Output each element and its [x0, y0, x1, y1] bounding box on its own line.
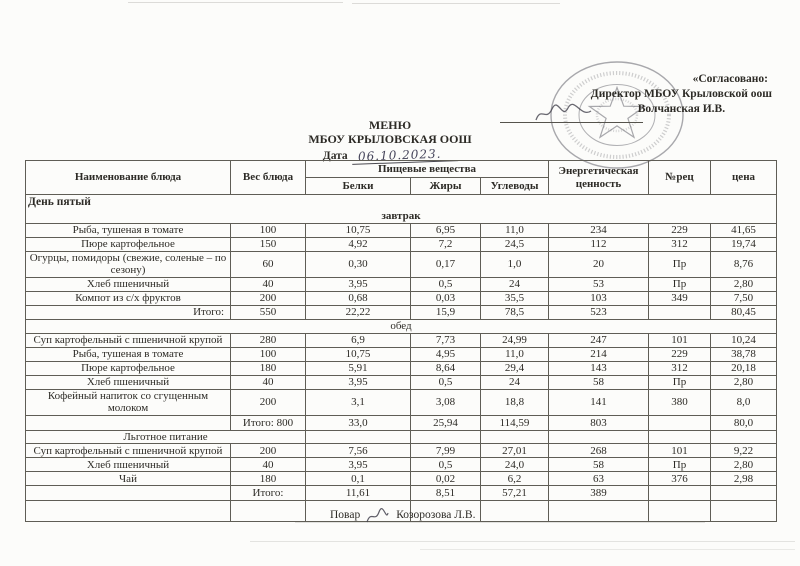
- table-cell: 58: [549, 375, 649, 389]
- table-cell: 60: [231, 251, 306, 277]
- table-cell: 20: [549, 251, 649, 277]
- table-cell: 3,95: [306, 375, 411, 389]
- director-signature-icon: [533, 102, 595, 126]
- table-cell: 3,95: [306, 277, 411, 291]
- table-cell: 7,73: [411, 333, 481, 347]
- document-title-block: [240, 118, 540, 163]
- table-cell: 80,45: [711, 305, 777, 319]
- table-cell: Пр: [649, 251, 711, 277]
- table-row: [26, 333, 777, 347]
- table-cell: 234: [549, 223, 649, 237]
- approval-director-line: Директор МБОУ Крыловской оош: [590, 88, 772, 100]
- table-cell: 0,5: [411, 458, 481, 472]
- col-header-recipe: №рец: [649, 161, 711, 195]
- cook-signature-icon: [364, 508, 390, 526]
- table-cell: 57,21: [481, 486, 549, 501]
- table-cell: 58: [549, 458, 649, 472]
- table-cell: 40: [231, 375, 306, 389]
- table-cell: [649, 305, 711, 319]
- table-cell: 24,5: [481, 237, 549, 251]
- table-cell: 523: [549, 305, 649, 319]
- table-cell: 53: [549, 277, 649, 291]
- col-header-protein: Белки: [306, 178, 411, 195]
- table-cell: 2,80: [711, 375, 777, 389]
- table-cell: [711, 430, 777, 444]
- scan-artifact-line: [420, 549, 795, 550]
- table-row: [26, 305, 777, 319]
- table-cell: 9,22: [711, 444, 777, 458]
- table-cell: 7,99: [411, 444, 481, 458]
- table-cell: Огурцы, помидоры (свежие, соленые – по сезону): [26, 251, 231, 277]
- table-cell: 6,9: [306, 333, 411, 347]
- table-cell: 10,75: [306, 347, 411, 361]
- table-row: [26, 210, 777, 223]
- table-cell: 15,9: [411, 305, 481, 319]
- table-cell: [649, 501, 711, 522]
- table-cell: 4,92: [306, 237, 411, 251]
- table-row: [26, 415, 777, 430]
- table-cell: 7,50: [711, 291, 777, 305]
- table-cell: 6,2: [481, 472, 549, 486]
- table-row: [26, 361, 777, 375]
- table-cell: 1,0: [481, 251, 549, 277]
- table-cell: 380: [649, 389, 711, 415]
- table-cell: 2,98: [711, 472, 777, 486]
- table-row: [26, 389, 777, 415]
- section-label: завтрак: [26, 210, 777, 223]
- table-cell: Рыба, тушеная в томате: [26, 347, 231, 361]
- table-cell: 24,0: [481, 458, 549, 472]
- date-label: Дата: [322, 150, 348, 162]
- table-cell: [411, 430, 481, 444]
- section-label: обед: [26, 319, 777, 333]
- table-cell: 5,91: [306, 361, 411, 375]
- table-cell: 0,30: [306, 251, 411, 277]
- table-cell: 0,68: [306, 291, 411, 305]
- approval-agreed: «Согласовано:: [692, 73, 768, 85]
- table-cell: 803: [549, 415, 649, 430]
- scan-artifact-line: [352, 3, 560, 4]
- table-cell: [26, 415, 231, 430]
- table-row: [26, 458, 777, 472]
- table-cell: 101: [649, 444, 711, 458]
- table-cell: [549, 430, 649, 444]
- table-cell: 103: [549, 291, 649, 305]
- menu-table-body: [26, 195, 777, 522]
- table-cell: [711, 486, 777, 501]
- table-row: [26, 347, 777, 361]
- table-cell: Хлеб пшеничный: [26, 277, 231, 291]
- table-cell: Пюре картофельное: [26, 237, 231, 251]
- table-cell: 10,24: [711, 333, 777, 347]
- table-cell: 200: [231, 291, 306, 305]
- table-cell: 11,61: [306, 486, 411, 501]
- table-cell: 10,75: [306, 223, 411, 237]
- menu-table: [25, 160, 777, 522]
- table-cell: [649, 430, 711, 444]
- table-cell: [231, 501, 306, 522]
- table-cell: Итого:: [231, 486, 306, 501]
- table-row: [26, 291, 777, 305]
- table-row: [26, 430, 777, 444]
- table-cell: 20,18: [711, 361, 777, 375]
- table-cell: 100: [231, 223, 306, 237]
- table-cell: 63: [549, 472, 649, 486]
- table-cell: 112: [549, 237, 649, 251]
- table-cell: 41,65: [711, 223, 777, 237]
- table-cell: 143: [549, 361, 649, 375]
- table-cell: 101: [649, 333, 711, 347]
- table-row: [26, 277, 777, 291]
- table-cell: 200: [231, 389, 306, 415]
- table-cell: 24: [481, 277, 549, 291]
- table-cell: 24: [481, 375, 549, 389]
- table-cell: 24,99: [481, 333, 549, 347]
- table-cell: 80,0: [711, 415, 777, 430]
- table-cell: [649, 415, 711, 430]
- cook-label: Повар: [330, 509, 361, 521]
- table-cell: 11,0: [481, 347, 549, 361]
- table-cell: Итого: 800: [231, 415, 306, 430]
- table-cell: 7,56: [306, 444, 411, 458]
- col-header-carbs: Углеводы: [481, 178, 549, 195]
- table-cell: 27,01: [481, 444, 549, 458]
- table-cell: 0,1: [306, 472, 411, 486]
- table-cell: 33,0: [306, 415, 411, 430]
- table-row: [26, 486, 777, 501]
- table-cell: 2,80: [711, 277, 777, 291]
- table-cell: 40: [231, 458, 306, 472]
- table-cell: 268: [549, 444, 649, 458]
- table-cell: Пр: [649, 375, 711, 389]
- table-cell: Хлеб пшеничный: [26, 375, 231, 389]
- table-cell: 6,95: [411, 223, 481, 237]
- table-row: [26, 195, 777, 211]
- header-row: [26, 161, 777, 178]
- table-cell: 114,59: [481, 415, 549, 430]
- table-cell: 389: [549, 486, 649, 501]
- date-handwritten-value: 06.10.2023.: [351, 146, 457, 165]
- table-cell: Хлеб пшеничный: [26, 458, 231, 472]
- table-cell: Чай: [26, 472, 231, 486]
- table-cell: 8,64: [411, 361, 481, 375]
- table-row: [26, 444, 777, 458]
- menu-title: МЕНЮ: [368, 118, 412, 132]
- table-cell: 8,0: [711, 389, 777, 415]
- col-header-weight: Вес блюда: [231, 161, 306, 195]
- school-title: МБОУ КРЫЛОВСКАЯ ООШ: [308, 132, 472, 146]
- table-cell: 180: [231, 361, 306, 375]
- table-row: [26, 472, 777, 486]
- table-cell: [481, 430, 549, 444]
- table-cell: 312: [649, 237, 711, 251]
- table-cell: 349: [649, 291, 711, 305]
- table-cell: [481, 501, 549, 522]
- table-cell: 4,95: [411, 347, 481, 361]
- table-cell: Итого:: [26, 305, 231, 319]
- table-cell: 150: [231, 237, 306, 251]
- table-cell: Суп картофельный с пшеничной крупой: [26, 444, 231, 458]
- table-cell: Пр: [649, 458, 711, 472]
- table-cell: [549, 501, 649, 522]
- table-cell: 247: [549, 333, 649, 347]
- table-cell: 3,95: [306, 458, 411, 472]
- table-cell: 214: [549, 347, 649, 361]
- table-cell: 229: [649, 223, 711, 237]
- table-cell: 0,5: [411, 277, 481, 291]
- table-cell: 0,5: [411, 375, 481, 389]
- table-cell: Компот из с/х фруктов: [26, 291, 231, 305]
- table-cell: 376: [649, 472, 711, 486]
- approval-director-name: Волчанская И.В.: [637, 103, 726, 115]
- table-cell: Суп картофельный с пшеничной крупой: [26, 333, 231, 347]
- table-cell: 312: [649, 361, 711, 375]
- table-cell: [649, 486, 711, 501]
- table-cell: 25,94: [411, 415, 481, 430]
- table-cell: 19,74: [711, 237, 777, 251]
- table-cell: 180: [231, 472, 306, 486]
- table-cell: 78,5: [481, 305, 549, 319]
- table-cell: 229: [649, 347, 711, 361]
- table-cell: 0,03: [411, 291, 481, 305]
- table-cell: 18,8: [481, 389, 549, 415]
- approval-block: [591, 72, 772, 117]
- table-cell: 38,78: [711, 347, 777, 361]
- table-cell: 40: [231, 277, 306, 291]
- table-cell: 11,0: [481, 223, 549, 237]
- col-header-dish: Наименование блюда: [26, 161, 231, 195]
- table-cell: 22,22: [306, 305, 411, 319]
- table-cell: 0,17: [411, 251, 481, 277]
- table-cell: [306, 430, 411, 444]
- table-cell: Пюре картофельное: [26, 361, 231, 375]
- table-cell: 29,4: [481, 361, 549, 375]
- table-row: [26, 375, 777, 389]
- table-cell: 3,08: [411, 389, 481, 415]
- col-header-nutrients: Пищевые вещества: [306, 161, 549, 178]
- cook-signature-block: [330, 508, 475, 522]
- table-cell: 8,76: [711, 251, 777, 277]
- col-header-price: цена: [711, 161, 777, 195]
- table-cell: Рыба, тушеная в томате: [26, 223, 231, 237]
- table-cell: [26, 486, 231, 501]
- table-cell: 100: [231, 347, 306, 361]
- table-cell: 0,02: [411, 472, 481, 486]
- table-row: [26, 223, 777, 237]
- col-header-fat: Жиры: [411, 178, 481, 195]
- col-header-energy: Энергетическая ценность: [549, 161, 649, 195]
- scan-artifact-line: [128, 2, 343, 3]
- cook-name: Козорозова Л.В.: [396, 509, 476, 521]
- table-cell: [711, 501, 777, 522]
- table-cell: Пр: [649, 277, 711, 291]
- table-row: [26, 251, 777, 277]
- table-cell: 2,80: [711, 458, 777, 472]
- table-cell: Кофейный напиток со сгущенным молоком: [26, 389, 231, 415]
- table-row: [26, 237, 777, 251]
- table-cell: 3,1: [306, 389, 411, 415]
- table-cell: 280: [231, 333, 306, 347]
- section-label: День пятый: [26, 195, 777, 211]
- table-row: [26, 319, 777, 333]
- table-cell: 200: [231, 444, 306, 458]
- table-cell: 141: [549, 389, 649, 415]
- scan-artifact-line: [250, 541, 795, 542]
- section-label: Льготное питание: [26, 430, 306, 444]
- table-cell: 8,51: [411, 486, 481, 501]
- table-cell: 7,2: [411, 237, 481, 251]
- table-cell: 550: [231, 305, 306, 319]
- table-cell: [26, 501, 231, 522]
- table-cell: 35,5: [481, 291, 549, 305]
